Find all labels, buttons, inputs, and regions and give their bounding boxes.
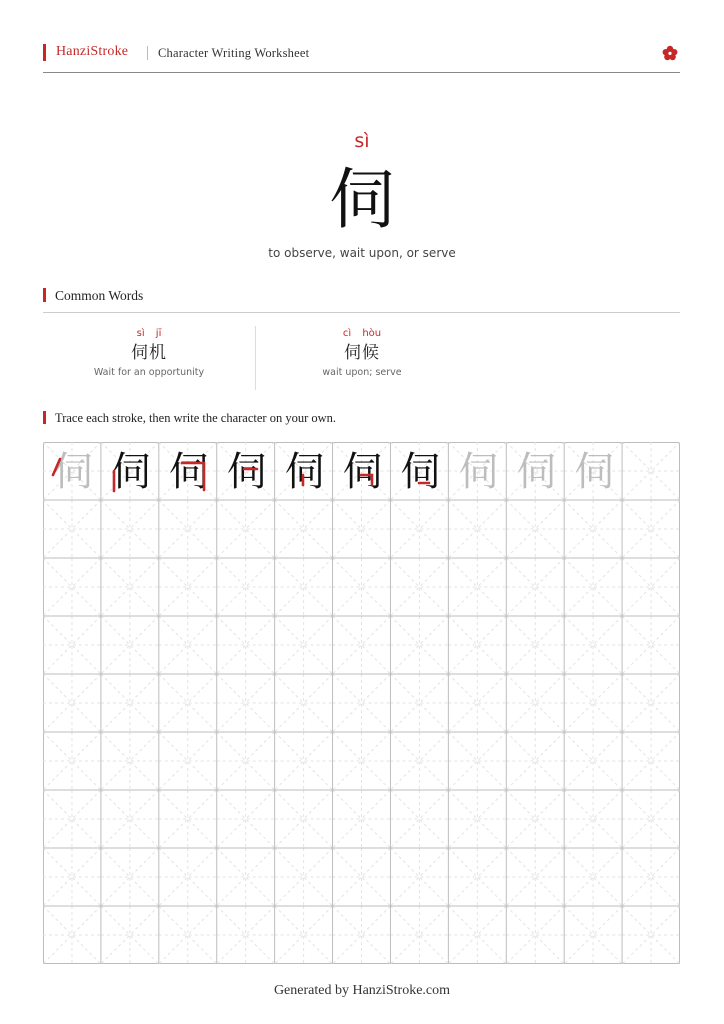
stroke-step-character xyxy=(391,443,449,501)
cell-character-glyph: 伺 xyxy=(226,449,267,495)
word-item xyxy=(255,326,468,390)
practice-grid[interactable] xyxy=(43,442,680,964)
current-stroke-highlight xyxy=(160,443,218,501)
ghost-trace-character xyxy=(449,443,507,501)
current-stroke-highlight xyxy=(218,443,276,501)
header-accent-bar xyxy=(43,44,46,61)
character-meaning: to observe, wait upon, or serve xyxy=(268,246,456,260)
stroke-path xyxy=(182,463,204,490)
current-stroke-highlight xyxy=(102,443,160,501)
word-pinyin: cì hòu xyxy=(342,328,382,339)
current-stroke-highlight xyxy=(276,443,334,501)
plum-blossom-icon xyxy=(662,45,678,61)
practice-instruction-heading xyxy=(43,411,680,426)
cell-character-glyph: 伺 xyxy=(110,449,151,495)
word-meaning: wait upon; serve xyxy=(322,367,402,378)
current-stroke-highlight xyxy=(44,443,102,501)
word-pinyin: sì jī xyxy=(136,328,162,339)
practice-instruction: Trace each stroke, then write the character on your own. xyxy=(55,411,337,425)
stroke-step-character xyxy=(276,443,334,501)
grid-guide-lines xyxy=(43,442,680,964)
word-hanzi: 伺机 xyxy=(131,343,167,363)
worksheet-subtitle: Character Writing Worksheet xyxy=(158,46,310,60)
section-accent-bar xyxy=(43,288,46,302)
current-stroke-highlight xyxy=(391,443,449,501)
stroke-step-character xyxy=(218,443,276,501)
word-meaning: Wait for an opportunity xyxy=(93,367,205,378)
cell-character-glyph: 伺 xyxy=(400,449,441,495)
stroke-step-character xyxy=(44,443,102,501)
character-pinyin: sì xyxy=(354,130,370,152)
section-accent-bar xyxy=(43,411,46,424)
worksheet-header xyxy=(43,43,680,73)
cell-character-glyph: 伺 xyxy=(168,449,209,495)
brand-name[interactable]: HanziStroke xyxy=(56,44,129,59)
word-hanzi: 伺候 xyxy=(344,343,380,363)
stroke-step-character xyxy=(334,443,392,501)
ghost-trace-character xyxy=(507,443,565,501)
stroke-path xyxy=(361,475,372,484)
cell-character-glyph: 伺 xyxy=(342,449,383,495)
ghost-trace-character xyxy=(565,443,623,501)
common-words-list xyxy=(43,326,467,390)
cell-character-glyph: 伺 xyxy=(574,449,615,495)
word-item xyxy=(43,326,255,390)
header-divider xyxy=(147,46,148,60)
main-character: 伺 xyxy=(329,161,395,238)
stroke-step-character xyxy=(160,443,218,501)
current-stroke-highlight xyxy=(334,443,392,501)
cell-character-glyph: 伺 xyxy=(516,449,557,495)
footer-credit: Generated by HanziStroke.com xyxy=(273,983,451,998)
stroke-path xyxy=(53,459,60,475)
cell-character-glyph: 伺 xyxy=(284,449,325,495)
cell-character-glyph: 伺 xyxy=(458,449,499,495)
common-words-title: Common Words xyxy=(55,288,144,303)
cell-character-glyph: 伺 xyxy=(52,449,93,495)
common-words-heading xyxy=(43,288,680,313)
stroke-step-character xyxy=(102,443,160,501)
